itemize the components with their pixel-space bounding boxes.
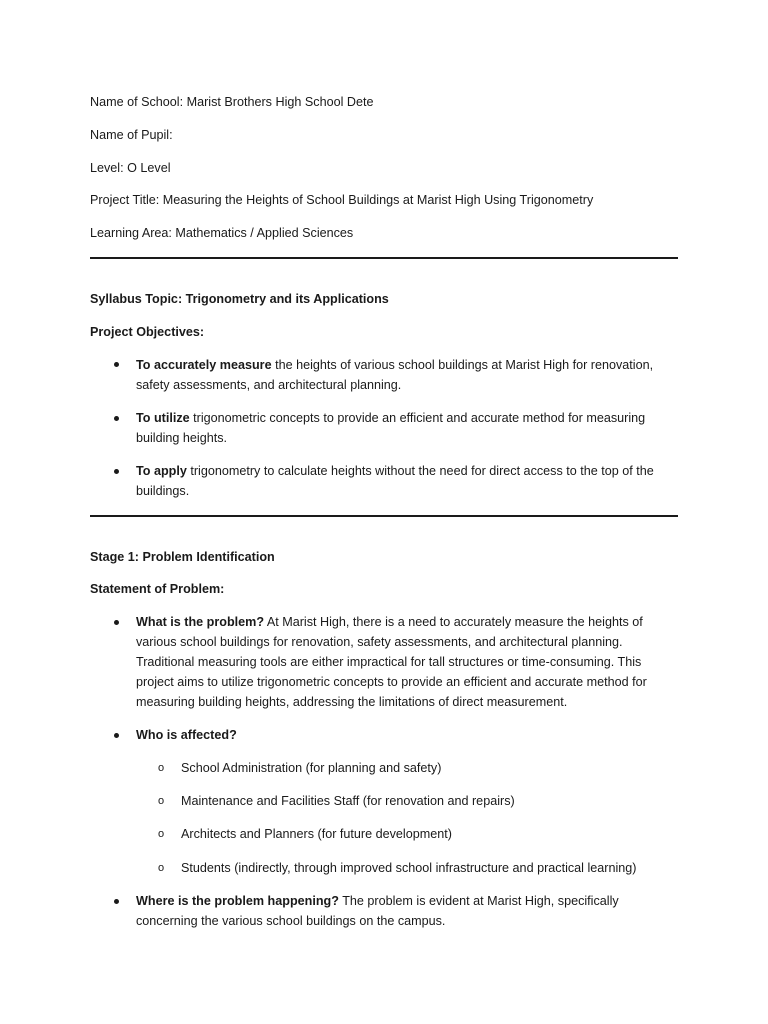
project-title: Project Title: Measuring the Heights of School Buildings at Marist High Using Trigonometry xyxy=(90,193,594,207)
sub-bullet-icon: o xyxy=(158,828,165,840)
learning-area: Learning Area: Mathematics / Applied Sciences xyxy=(90,226,354,240)
sub-bullet-icon: o xyxy=(158,762,165,774)
objective-item: To utilize trigonometric concepts to provide an efficient and accurate method for measuring building heights. xyxy=(136,411,646,445)
syllabus-topic: Syllabus Topic: Trigonometry and its Applications xyxy=(90,292,389,306)
statement-heading: Statement of Problem: xyxy=(90,582,225,596)
school-name: Name of School: Marist Brothers High School Dete xyxy=(90,95,374,109)
bullet-icon xyxy=(114,620,120,626)
level: Level: O Level xyxy=(90,161,171,175)
where-item: Where is the problem happening? The problem is evident at Marist High, specifically concerning the various school buildings on the campus. xyxy=(136,894,619,928)
pupil-name: Name of Pupil: xyxy=(90,128,173,142)
objectives-heading: Project Objectives: xyxy=(90,325,205,339)
affected-sub-item: Students (indirectly, through improved school infrastructure and practical learning) xyxy=(181,861,637,875)
problem-item: What is the problem? At Marist High, there is a need to accurately measure the heights of various school buildings for renovation, safety assessments, and architectural planning. Traditional measuring tools are either impractical for tall structures or time-consuming. This project aims to utilize trigonometric concepts to provide an efficient and accurate method for measuring building heights, addressing the limitations of direct measurement. xyxy=(136,615,647,709)
bullet-icon xyxy=(114,469,120,475)
affected-sub-item: Maintenance and Facilities Staff (for renovation and repairs) xyxy=(181,794,515,808)
bullet-icon xyxy=(114,362,120,368)
affected-sub-item: School Administration (for planning and safety) xyxy=(181,761,442,775)
bullet-icon xyxy=(114,733,120,739)
objective-item: To accurately measure the heights of various school buildings at Marist High for renovation, safety assessments, and architectural planning. xyxy=(136,358,654,392)
objective-item: To apply trigonometry to calculate heights without the need for direct access to the top of the buildings. xyxy=(136,464,654,498)
stage-heading: Stage 1: Problem Identification xyxy=(90,550,275,564)
sub-bullet-icon: o xyxy=(158,795,165,807)
bullet-icon xyxy=(114,416,120,422)
affected-sub-item: Architects and Planners (for future development) xyxy=(181,827,452,841)
sub-bullet-icon: o xyxy=(158,862,165,874)
divider xyxy=(90,257,678,259)
affected-item: Who is affected? xyxy=(136,728,237,742)
bullet-icon xyxy=(114,899,120,905)
divider xyxy=(90,515,678,517)
